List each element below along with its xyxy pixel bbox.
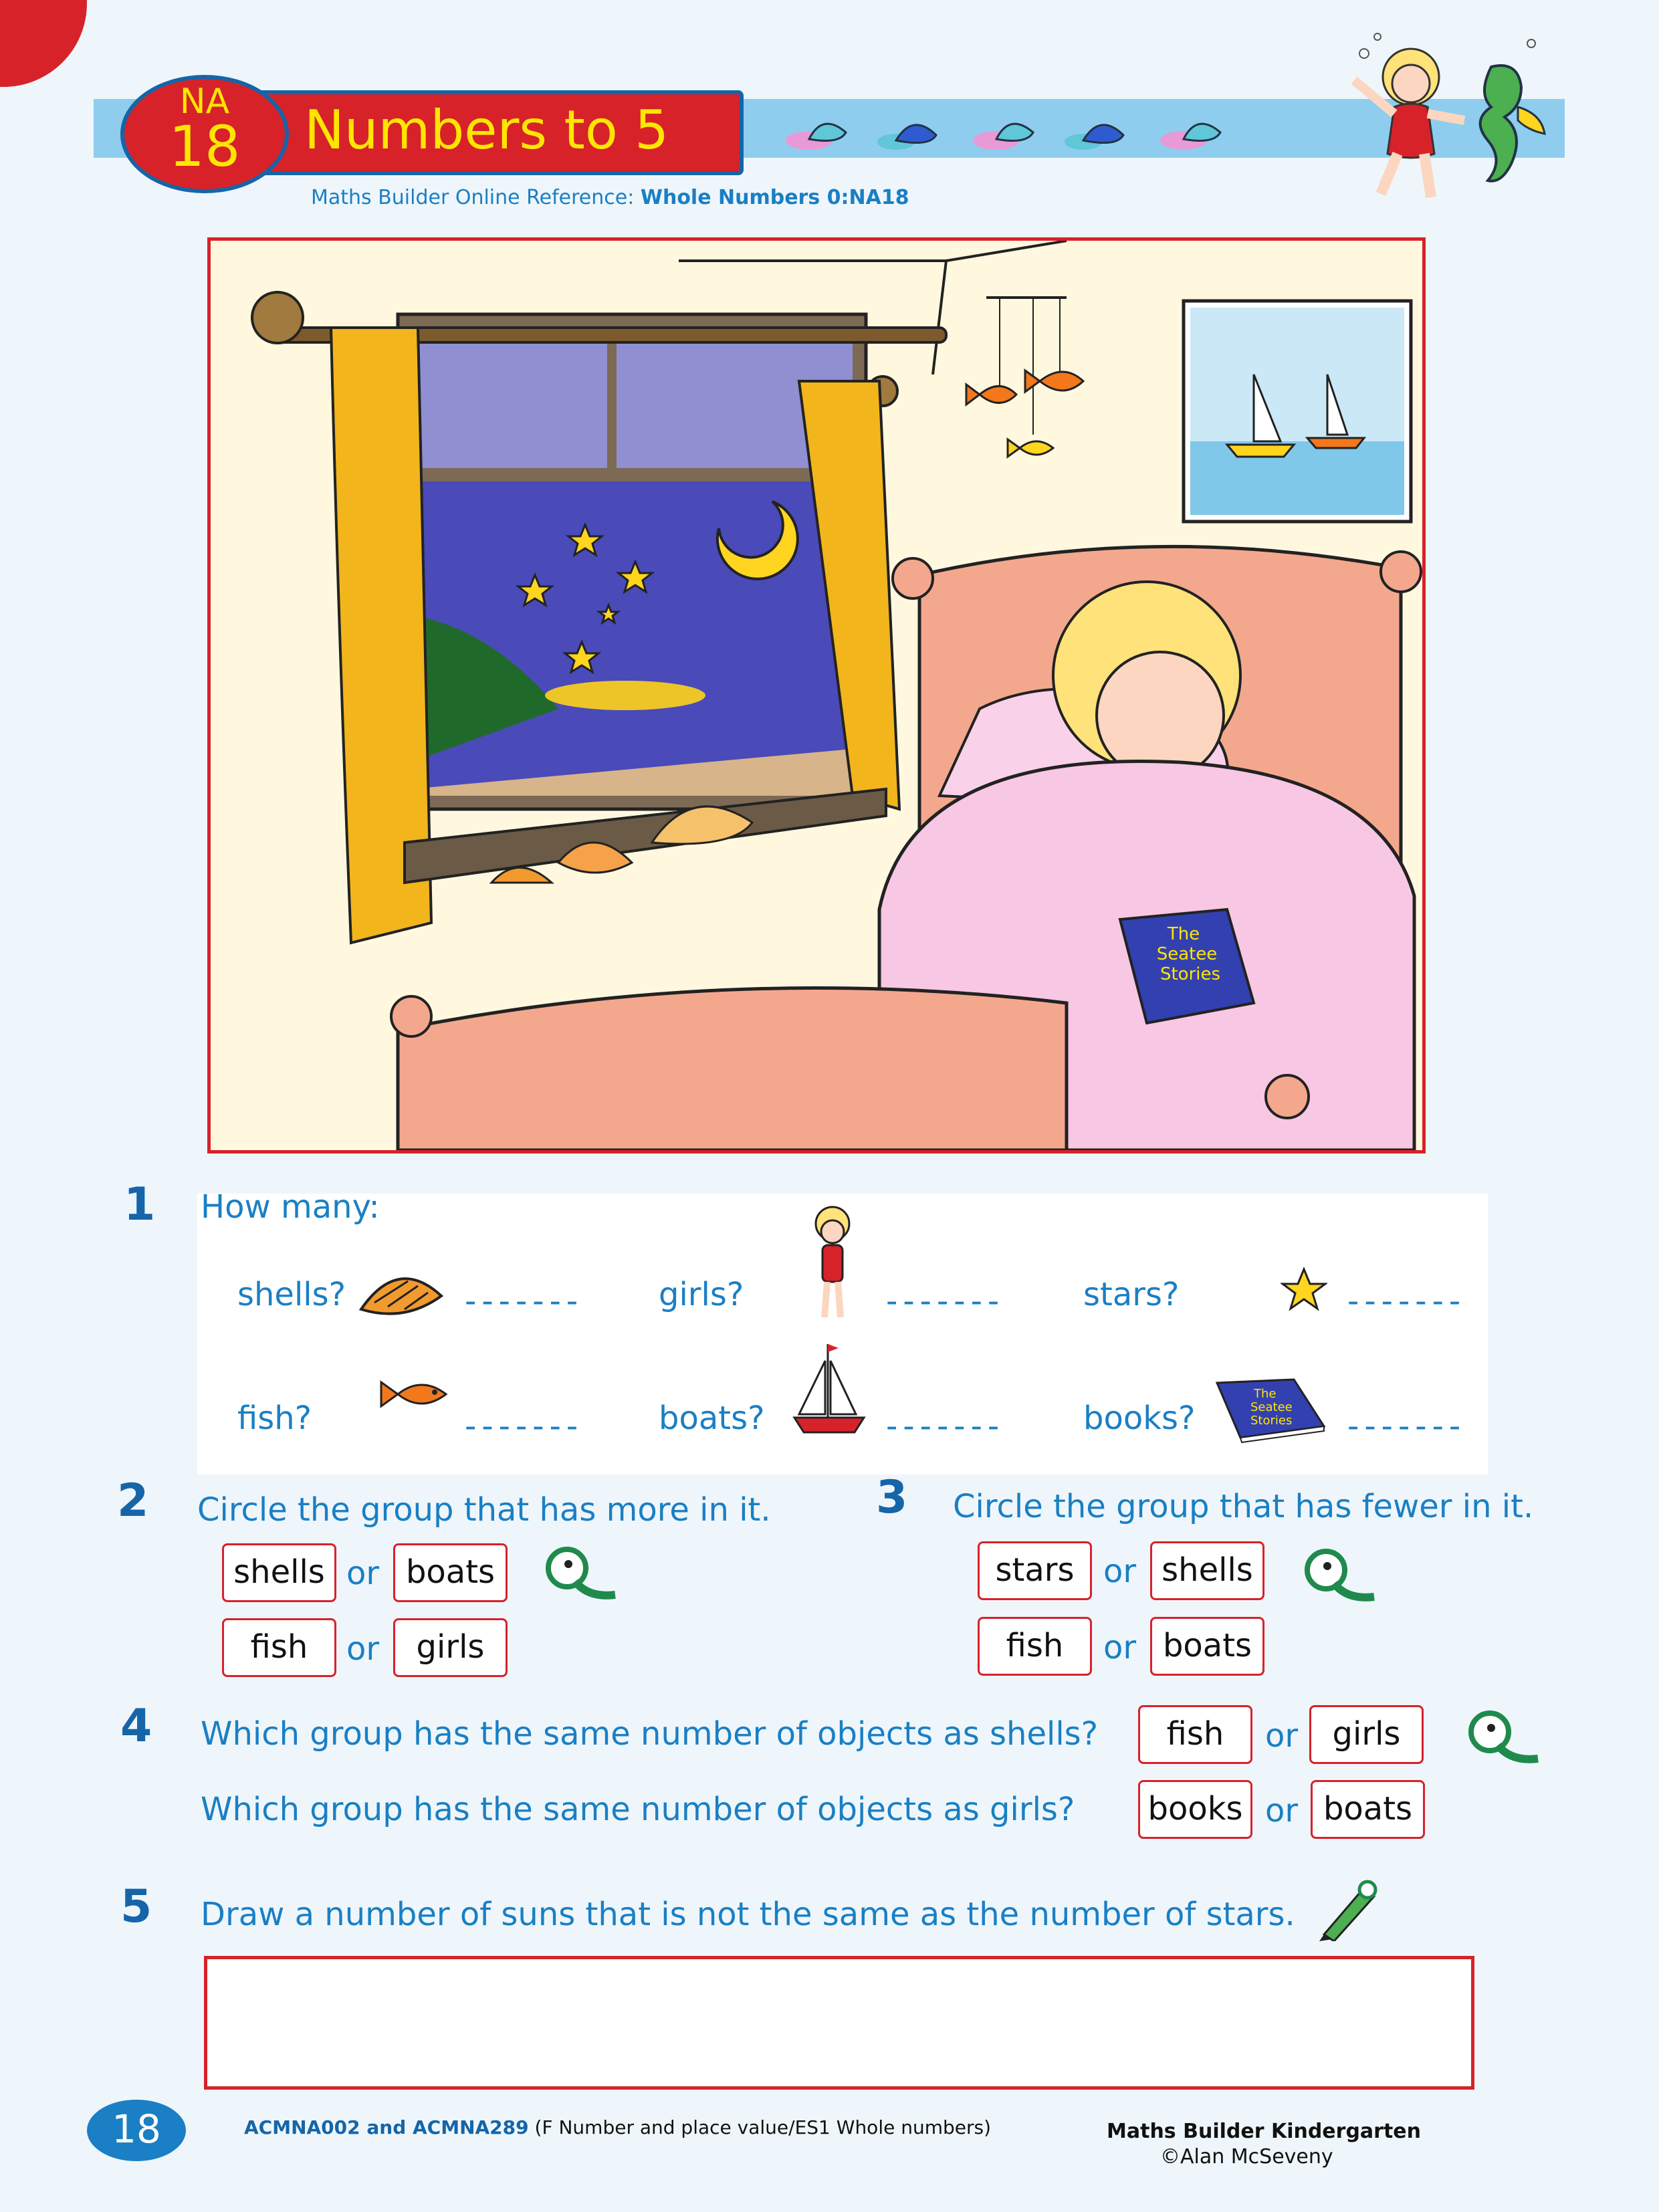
reference-value: Whole Numbers 0:NA18 bbox=[640, 186, 909, 209]
fish-icon bbox=[378, 1376, 451, 1413]
pencil-worm-icon bbox=[1314, 1878, 1381, 1941]
snail-icon bbox=[877, 125, 936, 150]
lesson-code-number: 18 bbox=[169, 114, 241, 179]
sailboat-icon bbox=[789, 1337, 869, 1438]
q3-choice-shells[interactable]: shells bbox=[1150, 1541, 1264, 1600]
window bbox=[398, 314, 866, 809]
stars-answer-blank[interactable]: ------- bbox=[1347, 1283, 1466, 1320]
worm-mascot-icon bbox=[542, 1541, 622, 1601]
shell-icon bbox=[354, 1262, 445, 1319]
boat-picture bbox=[1184, 301, 1411, 522]
curriculum-codes: ACMNA002 and ACMNA289 bbox=[244, 2116, 529, 2138]
snail-icon bbox=[1065, 125, 1123, 150]
question-3-prompt: Circle the group that has fewer in it. bbox=[953, 1488, 1534, 1525]
question-4-number: 4 bbox=[120, 1700, 152, 1753]
worm-mascot-icon bbox=[1301, 1543, 1381, 1603]
worm-mascot-icon bbox=[1464, 1705, 1545, 1765]
fish-icon bbox=[1008, 439, 1053, 457]
book-icon-line2: Seatee bbox=[1250, 1400, 1293, 1414]
book-title-line1: The bbox=[1167, 924, 1200, 944]
swimmer-girl-icon bbox=[1354, 49, 1464, 197]
bed-footboard bbox=[398, 988, 1067, 1151]
fish-icon bbox=[1025, 370, 1083, 392]
book-brand: Maths Builder Kindergarten bbox=[1107, 2120, 1422, 2143]
book-title-line3: Stories bbox=[1159, 964, 1221, 984]
lesson-code-prefix: NA bbox=[179, 82, 230, 122]
or-label: or bbox=[1265, 1717, 1299, 1755]
question-1-number: 1 bbox=[124, 1178, 156, 1231]
star-icon bbox=[1281, 1267, 1327, 1311]
bedroom-illustration bbox=[211, 241, 1422, 1150]
online-reference bbox=[311, 186, 909, 209]
snail-icon bbox=[786, 124, 846, 150]
q2-choice-girls[interactable]: girls bbox=[393, 1618, 508, 1677]
mascots-illustration bbox=[1337, 27, 1558, 221]
shells-answer-blank[interactable]: ------- bbox=[465, 1283, 584, 1320]
bedroom-scene bbox=[207, 237, 1426, 1153]
or-label: or bbox=[1103, 1553, 1137, 1590]
book-icon-line1: The bbox=[1254, 1387, 1277, 1401]
fish-mobile bbox=[966, 298, 1083, 457]
book-icon-line3: Stories bbox=[1250, 1414, 1293, 1428]
or-label: or bbox=[346, 1555, 380, 1592]
book-title-line2: Seatee bbox=[1156, 944, 1218, 964]
seahorse-icon bbox=[1480, 66, 1545, 181]
drawing-area[interactable] bbox=[204, 1956, 1474, 2090]
curriculum-strand: (F Number and place value/ES1 Whole numbers) bbox=[528, 2116, 992, 2138]
boats-label: boats? bbox=[659, 1400, 765, 1437]
curriculum-reference bbox=[244, 2116, 991, 2138]
question-5-prompt: Draw a number of suns that is not the same as the number of stars. bbox=[201, 1896, 1295, 1933]
boats-answer-blank[interactable]: ------- bbox=[886, 1408, 1005, 1445]
or-label: or bbox=[1265, 1792, 1299, 1830]
or-label: or bbox=[1103, 1629, 1137, 1666]
q4-choice-books[interactable]: books bbox=[1138, 1780, 1252, 1839]
q2-choice-fish[interactable]: fish bbox=[222, 1618, 336, 1677]
snails-decoration bbox=[782, 99, 1237, 158]
books-label: books? bbox=[1083, 1400, 1196, 1437]
copyright: ©Alan McSeveny bbox=[1160, 2145, 1333, 2169]
question-2-prompt: Circle the group that has more in it. bbox=[197, 1491, 771, 1529]
fish-label: fish? bbox=[237, 1400, 312, 1437]
q3-choice-stars[interactable]: stars bbox=[978, 1541, 1092, 1600]
q3-choice-fish[interactable]: fish bbox=[978, 1617, 1092, 1676]
shells-label: shells? bbox=[237, 1276, 346, 1313]
q4-choice-fish[interactable]: fish bbox=[1138, 1705, 1252, 1764]
q4-choice-boats[interactable]: boats bbox=[1311, 1780, 1425, 1839]
q3-choice-boats[interactable]: boats bbox=[1150, 1617, 1264, 1676]
q2-choice-shells[interactable]: shells bbox=[222, 1543, 336, 1602]
snail-icon bbox=[1160, 124, 1220, 150]
q4-choice-girls[interactable]: girls bbox=[1309, 1705, 1424, 1764]
reference-label: Maths Builder Online Reference: bbox=[311, 186, 641, 209]
book-icon bbox=[1214, 1376, 1327, 1443]
question-2-number: 2 bbox=[117, 1474, 149, 1527]
question-4-prompt-1: Which group has the same number of objects as shells? bbox=[201, 1715, 1099, 1753]
question-1-prompt: How many: bbox=[201, 1188, 380, 1226]
fish-icon bbox=[966, 384, 1016, 405]
girls-answer-blank[interactable]: ------- bbox=[886, 1283, 1005, 1320]
page-title: Numbers to 5 bbox=[304, 99, 669, 161]
fish-answer-blank[interactable]: ------- bbox=[465, 1408, 584, 1445]
question-4-prompt-2: Which group has the same number of objects as girls? bbox=[201, 1791, 1075, 1828]
or-label: or bbox=[346, 1630, 380, 1668]
page-number: 18 bbox=[112, 2106, 161, 2152]
girls-label: girls? bbox=[659, 1276, 744, 1313]
question-5-number: 5 bbox=[120, 1880, 152, 1933]
corner-decoration bbox=[0, 0, 87, 87]
stars-label: stars? bbox=[1083, 1276, 1180, 1313]
snail-icon bbox=[973, 124, 1033, 150]
q2-choice-boats[interactable]: boats bbox=[393, 1543, 508, 1602]
books-answer-blank[interactable]: ------- bbox=[1347, 1408, 1466, 1445]
question-3-number: 3 bbox=[876, 1471, 908, 1524]
girl-icon bbox=[799, 1204, 866, 1324]
